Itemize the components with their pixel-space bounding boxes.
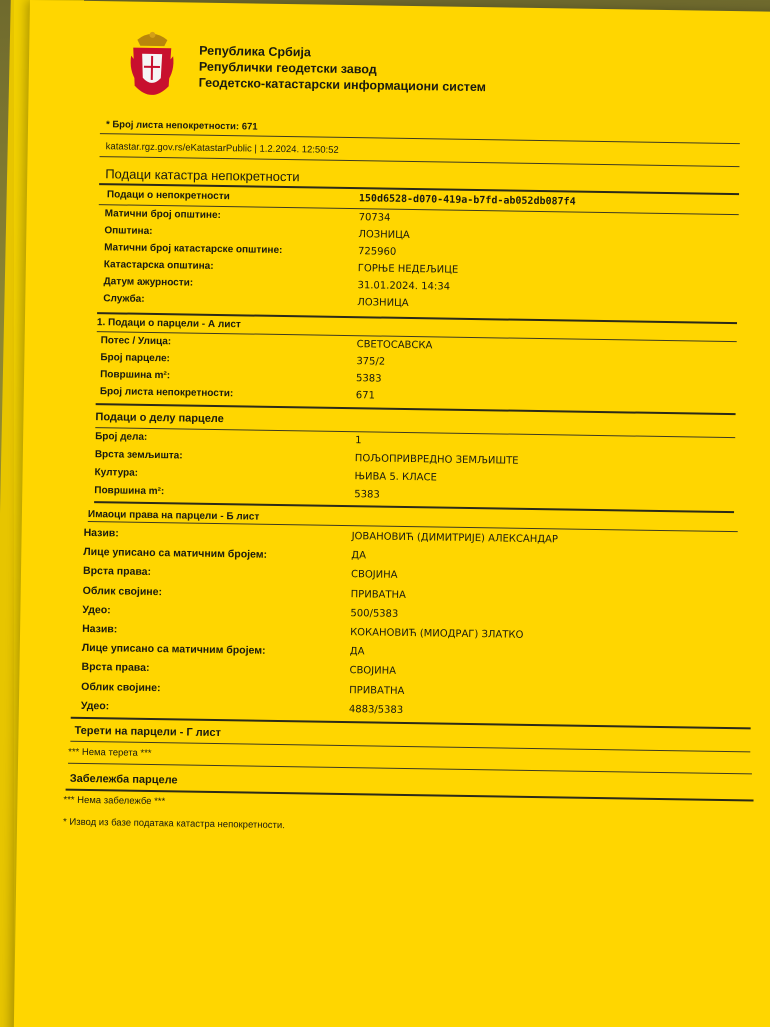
field-value: 500/5383 [350, 607, 399, 620]
field-value: 70734 [358, 212, 391, 224]
divider [68, 763, 752, 775]
main-title: Подаци катастра непокретности [105, 166, 300, 185]
field-value: ЛОЗНИЦА [358, 229, 410, 241]
field-value: 375/2 [356, 356, 386, 368]
field-label: Облик својине: [82, 584, 163, 598]
owners-section-title: Имаоци права на парцели - Б лист [87, 508, 260, 523]
serbian-coat-of-arms-icon [128, 26, 175, 107]
remarks-note: *** Нема забележбе *** [63, 794, 166, 808]
institution-block [199, 43, 487, 96]
field-label: Култура: [94, 467, 139, 479]
field-label: Број парцеле: [100, 352, 170, 365]
remarks-section-title: Забележба парцеле [69, 772, 178, 787]
field-label: Врста земљишта: [94, 449, 183, 462]
field-value: 5383 [354, 489, 380, 501]
field-value: СВОЈИНА [349, 665, 397, 678]
burdens-section-title: Терети на парцели - Г лист [74, 724, 222, 740]
parcel-part-section-title: Подаци о делу парцеле [95, 411, 224, 426]
field-value: 1 [355, 435, 362, 447]
burdens-note: *** Нема терета *** [68, 746, 152, 760]
field-value: 31.01.2024. 14:34 [357, 280, 451, 293]
divider [70, 741, 750, 753]
footer-note: * Извод из базе података катастра непокретности. [63, 816, 285, 832]
field-value: 671 [355, 390, 376, 402]
field-value: ЛОЗНИЦА [357, 297, 409, 309]
field-value: ЈОВАНОВИЋ (ДИМИТРИЈЕ) АЛЕКСАНДАР [351, 531, 559, 546]
institute-name: Републички геодетски завод [198, 59, 377, 77]
field-value: 4883/5383 [348, 703, 404, 716]
divider [66, 789, 754, 802]
field-label: Општина: [104, 225, 153, 237]
field-label: Удео: [82, 603, 111, 617]
field-value: СВЕТОСАВСКА [356, 339, 433, 352]
field-value: ПРИВАТНА [349, 684, 405, 697]
field-label: Површина m²: [94, 485, 165, 498]
field-label: Назив: [82, 622, 118, 636]
divider [95, 427, 735, 438]
field-value: ПОЉОПРИВРЕДНО ЗЕМЉИШТЕ [354, 453, 519, 467]
property-id: 150d6528-d070-419a-b7fd-ab052db087f4 [358, 193, 576, 208]
field-label: Лице уписано са матичним бројем: [83, 546, 268, 561]
field-label: Матични број општине: [104, 208, 221, 222]
field-label: Служба: [103, 293, 145, 305]
field-label: Матични број катастарске општине: [104, 242, 283, 256]
property-section-title: Подаци о непокретности [106, 189, 230, 203]
field-value: 5383 [356, 373, 382, 385]
field-value: ДА [349, 646, 365, 658]
parcel-section-title: 1. Подаци о парцели - А лист [96, 317, 241, 331]
field-label: Број дела: [95, 431, 148, 443]
field-value: 725960 [358, 246, 397, 258]
field-value: СВОЈИНА [350, 569, 398, 582]
field-value: ПРИВАТНА [350, 588, 406, 601]
field-value: КОКАНОВИЋ (МИОДРАГ) ЗЛАТКО [350, 627, 524, 641]
field-label: Број листа непокретности: [99, 386, 234, 400]
field-label: Потес / Улица: [100, 335, 172, 348]
field-label: Врста права: [82, 565, 152, 579]
field-label: Датум ажурности: [103, 276, 194, 289]
field-label: Врста права: [81, 661, 150, 675]
field-label: Облик својине: [81, 680, 161, 694]
field-label: Назив: [83, 526, 119, 540]
sheet-number-line: * Број листа непокретности: 671 [105, 119, 258, 133]
divider [88, 521, 738, 532]
divider [100, 156, 740, 167]
source-line: katastar.rgz.gov.rs/eKatastarPublic | 1.2.2024. 12:50:52 [105, 141, 339, 156]
document-page [14, 0, 770, 1027]
country-name: Република Србија [199, 43, 312, 60]
field-value: ЊИВА 5. КЛАСЕ [354, 471, 437, 484]
field-label: Лице уписано са матичним бројем: [81, 642, 266, 657]
field-label: Удео: [80, 699, 110, 713]
system-name: Геодетско-катастарски информациони систем [198, 75, 487, 95]
field-value: ДА [351, 550, 367, 562]
field-value: ГОРЊЕ НЕДЕЉИЦЕ [357, 263, 459, 276]
field-label: Катастарска општина: [103, 259, 214, 272]
field-label: Површина m²: [100, 369, 171, 382]
